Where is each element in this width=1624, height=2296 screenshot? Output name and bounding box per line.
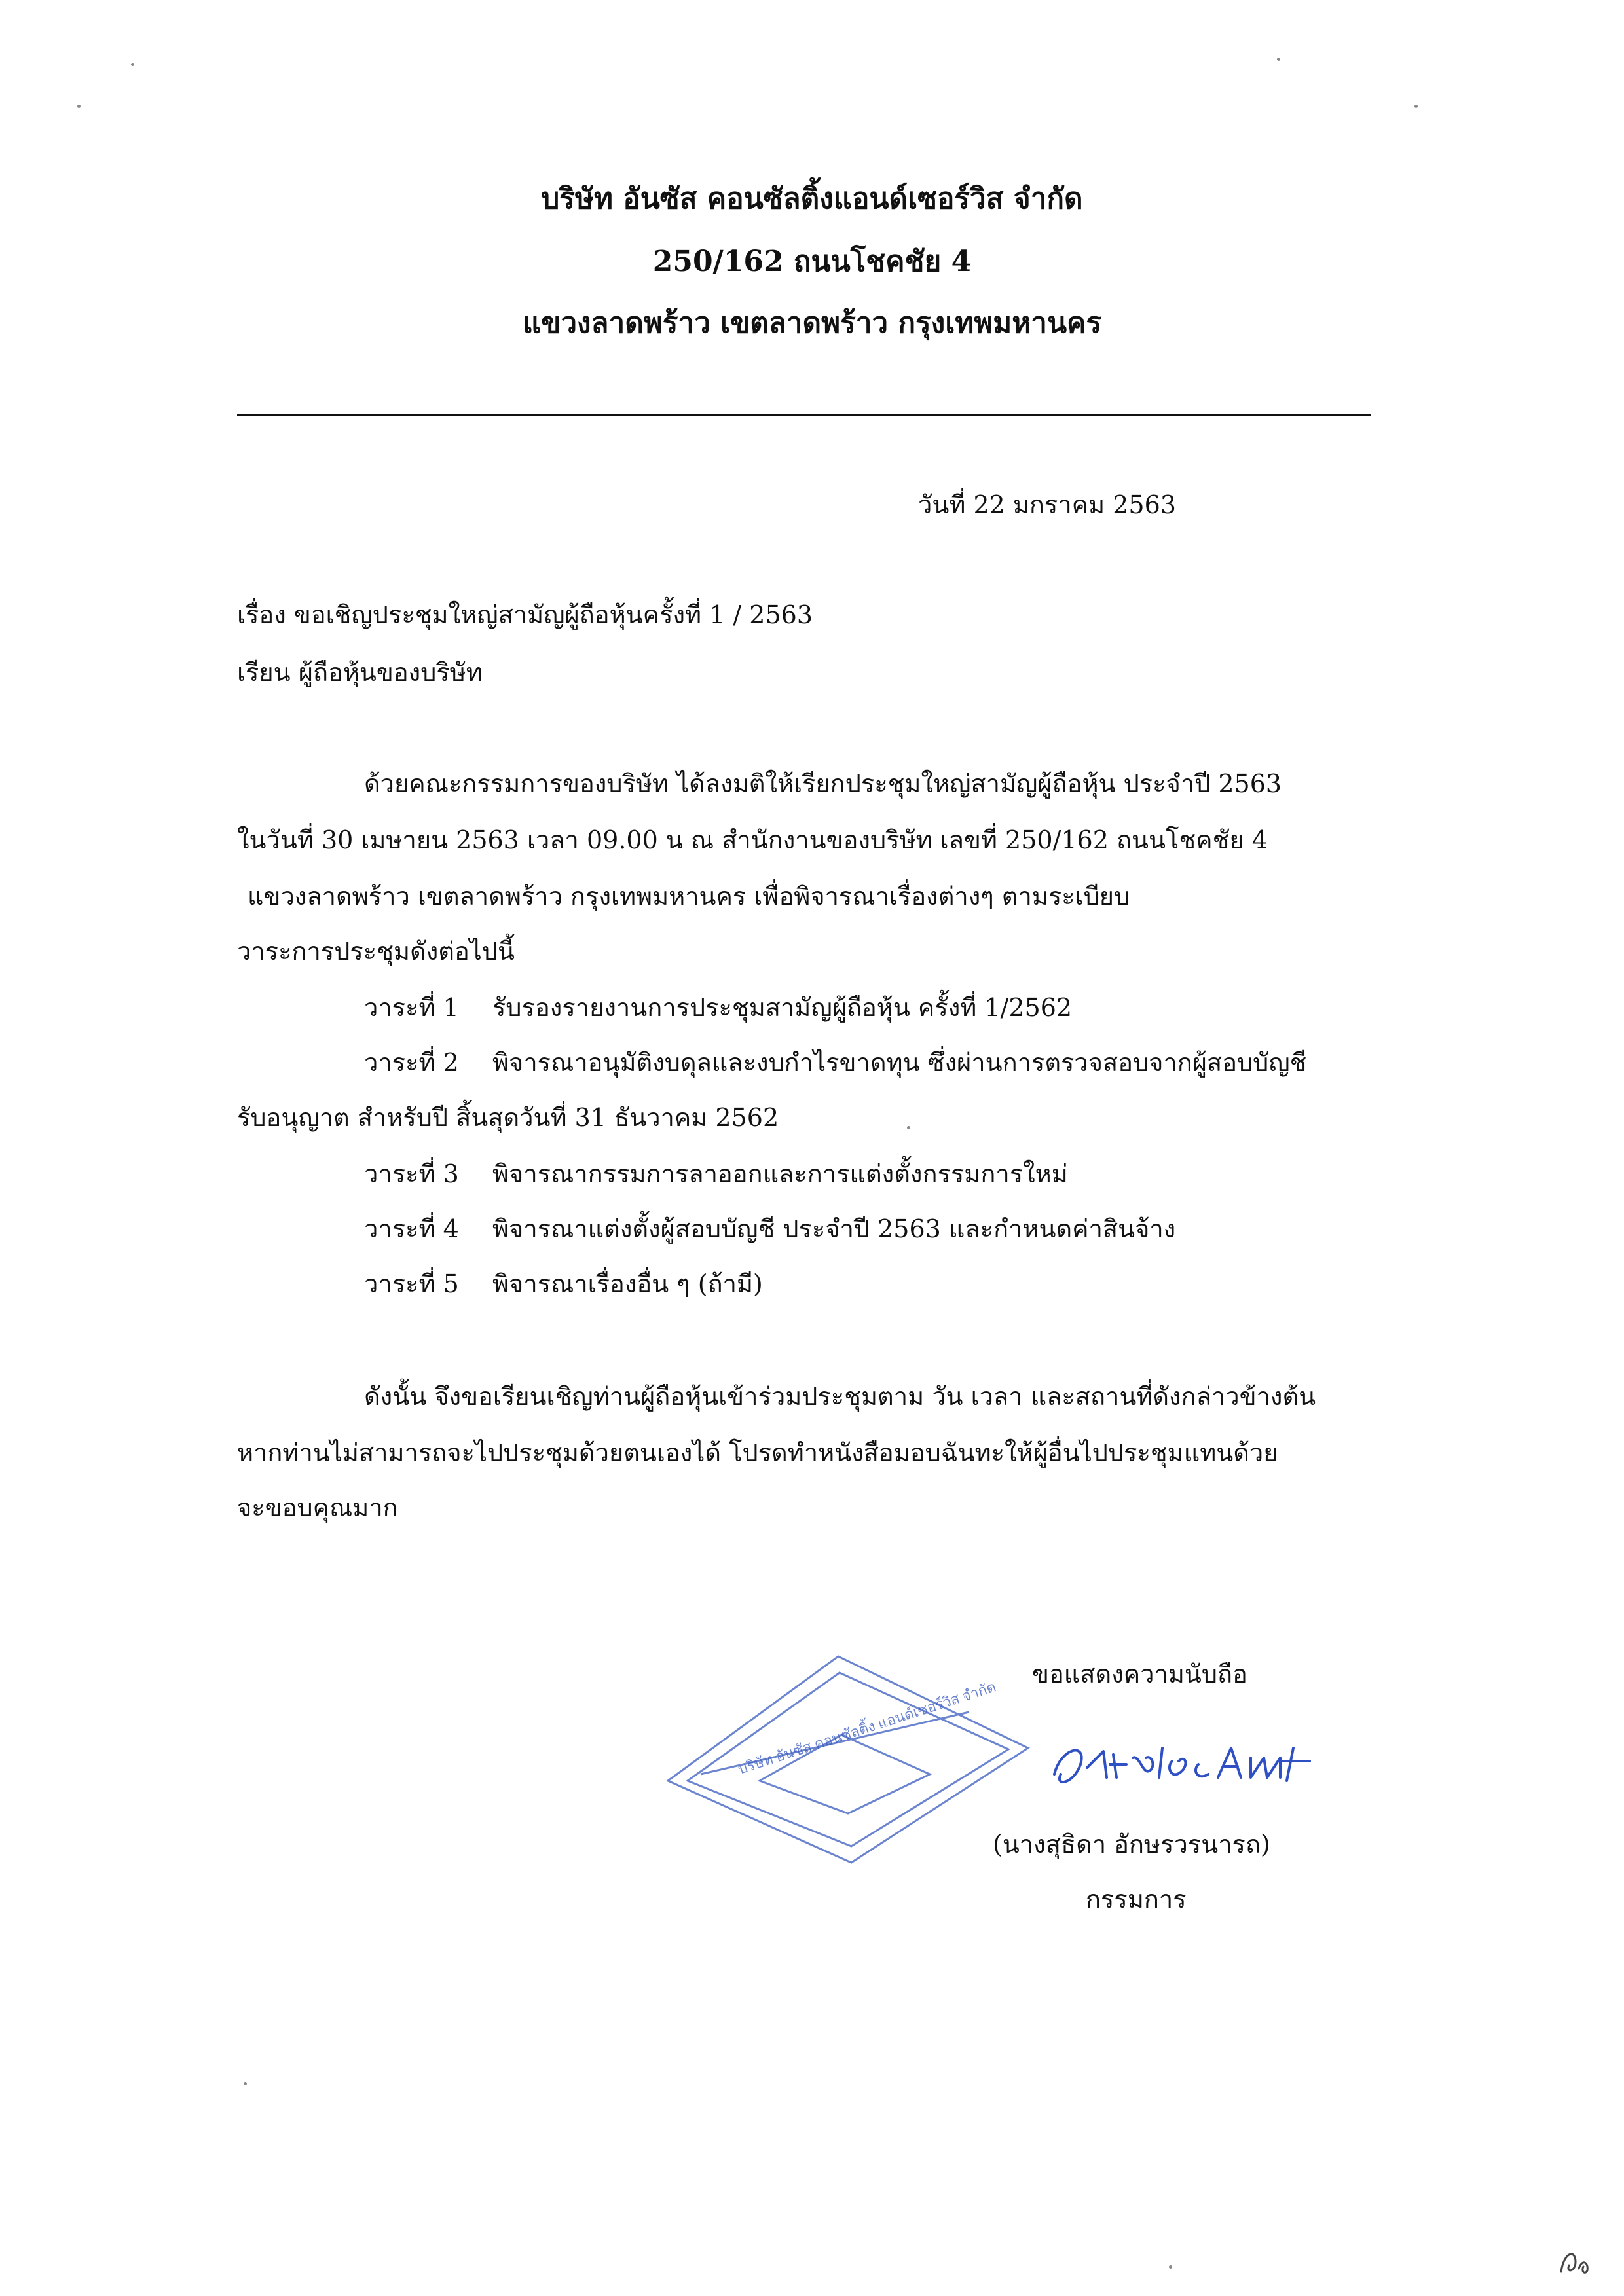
signatory-name: (นางสุธิดา อักษรวรนารถ) <box>993 1830 1270 1859</box>
agenda-2-text: พิจารณาอนุมัติงบดุลและงบกำไรขาดทุน ซึ่งผ่านการตรวจสอบจากผู้สอบบัญชี <box>492 1048 1307 1077</box>
agenda-3-text: พิจารณากรรมการลาออกและการแต่งตั้งกรรมการใหม่ <box>492 1159 1068 1188</box>
letter-subject: เรื่อง ขอเชิญประชุมใหญ่สามัญผู้ถือหุ้นครั้งที่ 1 / 2563 <box>237 600 813 629</box>
agenda-5-label: วาระที่ 5 <box>364 1269 459 1298</box>
scan-speck <box>131 63 134 66</box>
body-line-4: วาระการประชุมดังต่อไปนี้ <box>237 937 515 966</box>
scan-speck <box>1169 2265 1172 2269</box>
agenda-2-label: วาระที่ 2 <box>364 1048 459 1077</box>
signature-regards: ขอแสดงความนับถือ <box>1032 1660 1247 1688</box>
scan-speck <box>77 105 81 108</box>
body-line-1: ด้วยคณะกรรมการของบริษัท ได้ลงมติให้เรียกประชุมใหญ่สามัญผู้ถือหุ้น ประจำปี 2563 <box>364 769 1282 798</box>
agenda-4-text: พิจารณาแต่งตั้งผู้สอบบัญชี ประจำปี 2563 และกำหนดค่าสินจ้าง <box>492 1214 1176 1243</box>
scan-speck <box>244 2082 247 2085</box>
agenda-5-text: พิจารณาเรื่องอื่น ๆ (ถ้ามี) <box>492 1269 763 1298</box>
stamp-text: บริษัท อันซัส คอนซัลติ้ง แอนด์เซอร์วิส จำกัด <box>735 1678 998 1777</box>
signatory-title: กรรมการ <box>1086 1885 1187 1914</box>
company-stamp <box>661 1650 1035 1866</box>
body-line-2: ในวันที่ 30 เมษายน 2563 เวลา 09.00 น ณ สำนักงานของบริษัท เลขที่ 250/162 ถนนโชคชัย 4 <box>237 826 1268 854</box>
address-line-1: 250/162 ถนนโชคชัย 4 <box>652 245 972 278</box>
closing-line-2: หากท่านไม่สามารถจะไปประชุมด้วยตนเองได้ โปรดทำหนังสือมอบฉันทะให้ผู้อื่นไปประชุมแทนด้วย <box>237 1438 1278 1467</box>
agenda-3-label: วาระที่ 3 <box>364 1159 459 1188</box>
address-line-2: แขวงลาดพร้าว เขตลาดพร้าว กรุงเทพมหานคร <box>522 306 1102 340</box>
handwritten-signature <box>1041 1728 1329 1800</box>
scan-speck <box>1414 105 1418 108</box>
body-line-3: แขวงลาดพร้าว เขตลาดพร้าว กรุงเทพมหานคร เพื่อพิจารณาเรื่องต่างๆ ตามระเบียบ <box>248 882 1130 911</box>
scan-speck <box>1277 58 1280 61</box>
corner-mark <box>1556 2239 1595 2278</box>
agenda-2-continuation: รับอนุญาต สำหรับปี สิ้นสุดวันที่ 31 ธันวาคม 2562 <box>237 1103 779 1132</box>
letter-recipient: เรียน ผู้ถือหุ้นของบริษัท <box>237 658 483 687</box>
scan-speck <box>907 1126 910 1129</box>
company-name: บริษัท อันซัส คอนซัลติ้งแอนด์เซอร์วิส จำกัด <box>541 182 1083 215</box>
closing-line-1: ดังนั้น จึงขอเรียนเชิญท่านผู้ถือหุ้นเข้าร่วมประชุมตาม วัน เวลา และสถานที่ดังกล่าวข้างต้น <box>364 1382 1316 1411</box>
agenda-1-text: รับรองรายงานการประชุมสามัญผู้ถือหุ้น ครั้งที่ 1/2562 <box>492 993 1073 1022</box>
agenda-4-label: วาระที่ 4 <box>364 1214 459 1243</box>
letter-date: วันที่ 22 มกราคม 2563 <box>918 490 1176 519</box>
header-divider <box>237 414 1371 416</box>
agenda-1-label: วาระที่ 1 <box>364 993 459 1022</box>
closing-line-3: จะขอบคุณมาก <box>237 1493 398 1522</box>
